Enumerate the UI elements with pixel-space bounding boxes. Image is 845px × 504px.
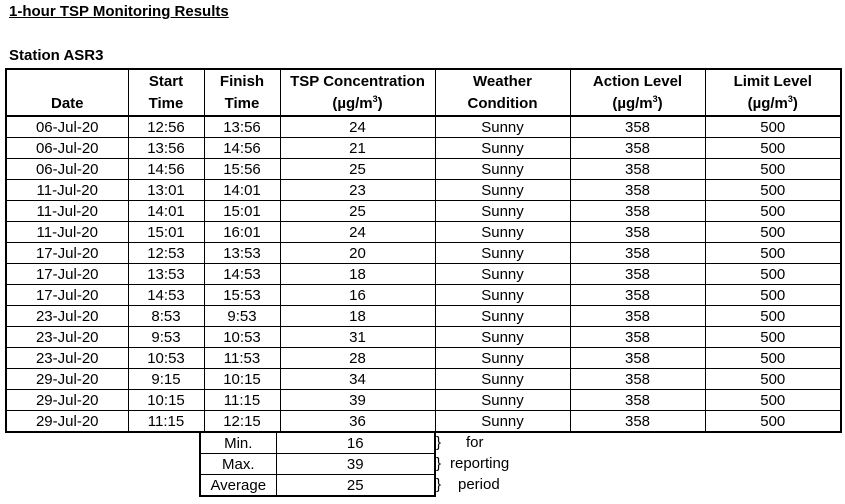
limit-level-cell: 500 [705, 243, 841, 264]
start-time-header: Start Time [128, 69, 204, 116]
start-time-cell: 11:15 [128, 411, 204, 433]
start-time-cell: 14:01 [128, 201, 204, 222]
tsp-concentration-header: TSP Concentration $(\mu g/m^3)$ [280, 69, 435, 116]
tsp-value-cell: 39 [280, 390, 435, 411]
action-level-cell: 358 [570, 411, 705, 433]
date-cell: 29-Jul-20 [6, 369, 128, 390]
table-row [6, 348, 841, 369]
weather-cell: Sunny [435, 411, 570, 433]
table-row [6, 138, 841, 159]
limit-level-cell: 500 [705, 201, 841, 222]
station-label: Station ASR3 [9, 47, 104, 64]
start-time-cell: 8:53 [128, 306, 204, 327]
page-title: 1-hour TSP Monitoring Results [9, 3, 229, 20]
tsp-value-cell: 36 [280, 411, 435, 433]
table-row [6, 327, 841, 348]
finish-time-cell: 11:53 [204, 348, 280, 369]
header-row [6, 69, 841, 116]
date-cell: 06-Jul-20 [6, 138, 128, 159]
start-time-cell: 13:56 [128, 138, 204, 159]
table-row [6, 159, 841, 180]
date-cell: 23-Jul-20 [6, 348, 128, 369]
date-cell: 06-Jul-20 [6, 116, 128, 138]
table-row [6, 285, 841, 306]
limit-level-header: Limit Level $(\mu g/m^3)$ [705, 69, 841, 116]
finish-time-cell: 10:15 [204, 369, 280, 390]
weather-cell: Sunny [435, 222, 570, 243]
limit-level-cell: 500 [705, 159, 841, 180]
date-cell: 29-Jul-20 [6, 411, 128, 433]
finish-time-cell: 14:56 [204, 138, 280, 159]
limit-level-cell: 500 [705, 348, 841, 369]
summary-row-min [200, 433, 435, 454]
limit-level-cell: 500 [705, 411, 841, 433]
weather-cell: Sunny [435, 159, 570, 180]
start-time-cell: 10:15 [128, 390, 204, 411]
finish-time-cell: 14:01 [204, 180, 280, 201]
table-row [6, 180, 841, 201]
finish-time-cell: 11:15 [204, 390, 280, 411]
start-time-cell: 9:53 [128, 327, 204, 348]
brace-mark: } [436, 434, 442, 451]
action-level-cell: 358 [570, 201, 705, 222]
limit-level-cell: 500 [705, 285, 841, 306]
action-level-cell: 358 [570, 306, 705, 327]
summary-value: 39 [276, 454, 435, 475]
start-time-cell: 13:53 [128, 264, 204, 285]
finish-time-cell: 15:01 [204, 201, 280, 222]
results-table [5, 68, 842, 433]
weather-cell: Sunny [435, 138, 570, 159]
weather-cell: Sunny [435, 369, 570, 390]
tsp-value-cell: 18 [280, 264, 435, 285]
start-time-cell: 9:15 [128, 369, 204, 390]
table-row [6, 201, 841, 222]
tsp-value-cell: 18 [280, 306, 435, 327]
weather-cell: Sunny [435, 390, 570, 411]
action-level-cell: 358 [570, 243, 705, 264]
weather-cell: Sunny [435, 327, 570, 348]
finish-time-cell: 13:53 [204, 243, 280, 264]
action-level-cell: 358 [570, 180, 705, 201]
table-row [6, 369, 841, 390]
brace-mark: } [436, 476, 442, 493]
date-cell: 11-Jul-20 [6, 222, 128, 243]
summary-row-average [200, 475, 435, 497]
finish-time-cell: 15:53 [204, 285, 280, 306]
limit-level-cell: 500 [705, 306, 841, 327]
limit-level-cell: 500 [705, 138, 841, 159]
weather-cell: Sunny [435, 285, 570, 306]
start-time-cell: 14:56 [128, 159, 204, 180]
tsp-value-cell: 25 [280, 159, 435, 180]
table-row [6, 306, 841, 327]
action-level-cell: 358 [570, 222, 705, 243]
date-cell: 23-Jul-20 [6, 306, 128, 327]
date-header: Date [6, 69, 128, 116]
date-cell: 23-Jul-20 [6, 327, 128, 348]
tsp-value-cell: 34 [280, 369, 435, 390]
weather-cell: Sunny [435, 116, 570, 138]
summary-table [199, 433, 436, 497]
action-level-cell: 358 [570, 264, 705, 285]
finish-time-cell: 16:01 [204, 222, 280, 243]
finish-time-header: Finish Time [204, 69, 280, 116]
start-time-cell: 13:01 [128, 180, 204, 201]
action-level-cell: 358 [570, 348, 705, 369]
date-cell: 11-Jul-20 [6, 180, 128, 201]
weather-cell: Sunny [435, 306, 570, 327]
table-row [6, 411, 841, 433]
weather-cell: Sunny [435, 264, 570, 285]
limit-level-cell: 500 [705, 180, 841, 201]
date-cell: 29-Jul-20 [6, 390, 128, 411]
finish-time-cell: 14:53 [204, 264, 280, 285]
limit-level-cell: 500 [705, 264, 841, 285]
start-time-cell: 10:53 [128, 348, 204, 369]
limit-level-cell: 500 [705, 369, 841, 390]
start-time-cell: 14:53 [128, 285, 204, 306]
tsp-value-cell: 16 [280, 285, 435, 306]
tsp-value-cell: 31 [280, 327, 435, 348]
weather-cell: Sunny [435, 201, 570, 222]
table-row [6, 390, 841, 411]
tsp-value-cell: 24 [280, 222, 435, 243]
limit-level-cell: 500 [705, 390, 841, 411]
action-level-header: Action Level $(\mu g/m^3)$ [570, 69, 705, 116]
action-level-cell: 358 [570, 159, 705, 180]
summary-label: Max. [200, 454, 276, 475]
start-time-cell: 12:56 [128, 116, 204, 138]
date-cell: 06-Jul-20 [6, 159, 128, 180]
period-note: for [466, 434, 484, 451]
date-cell: 17-Jul-20 [6, 264, 128, 285]
summary-row-max [200, 454, 435, 475]
limit-level-cell: 500 [705, 116, 841, 138]
table-row [6, 222, 841, 243]
table-row [6, 243, 841, 264]
tsp-value-cell: 28 [280, 348, 435, 369]
start-time-cell: 12:53 [128, 243, 204, 264]
date-cell: 17-Jul-20 [6, 285, 128, 306]
date-cell: 11-Jul-20 [6, 201, 128, 222]
finish-time-cell: 9:53 [204, 306, 280, 327]
tsp-value-cell: 20 [280, 243, 435, 264]
finish-time-cell: 15:56 [204, 159, 280, 180]
weather-cell: Sunny [435, 243, 570, 264]
action-level-cell: 358 [570, 116, 705, 138]
action-level-cell: 358 [570, 285, 705, 306]
finish-time-cell: 12:15 [204, 411, 280, 433]
action-level-cell: 358 [570, 369, 705, 390]
limit-level-cell: 500 [705, 327, 841, 348]
period-note: reporting [450, 455, 510, 472]
finish-time-cell: 13:56 [204, 116, 280, 138]
tsp-value-cell: 21 [280, 138, 435, 159]
action-level-cell: 358 [570, 327, 705, 348]
summary-value: 25 [276, 475, 435, 497]
limit-level-cell: 500 [705, 222, 841, 243]
summary-label: Min. [200, 433, 276, 454]
finish-time-cell: 10:53 [204, 327, 280, 348]
table-row [6, 116, 841, 138]
start-time-cell: 15:01 [128, 222, 204, 243]
period-note: period [458, 476, 500, 493]
summary-label: Average [200, 475, 276, 497]
table-row [6, 264, 841, 285]
weather-cell: Sunny [435, 348, 570, 369]
weather-condition-header: Weather Condition [435, 69, 570, 116]
date-cell: 17-Jul-20 [6, 243, 128, 264]
action-level-cell: 358 [570, 390, 705, 411]
action-level-cell: 358 [570, 138, 705, 159]
weather-cell: Sunny [435, 180, 570, 201]
tsp-value-cell: 25 [280, 201, 435, 222]
tsp-value-cell: 24 [280, 116, 435, 138]
summary-value: 16 [276, 433, 435, 454]
tsp-value-cell: 23 [280, 180, 435, 201]
brace-mark: } [436, 455, 442, 472]
